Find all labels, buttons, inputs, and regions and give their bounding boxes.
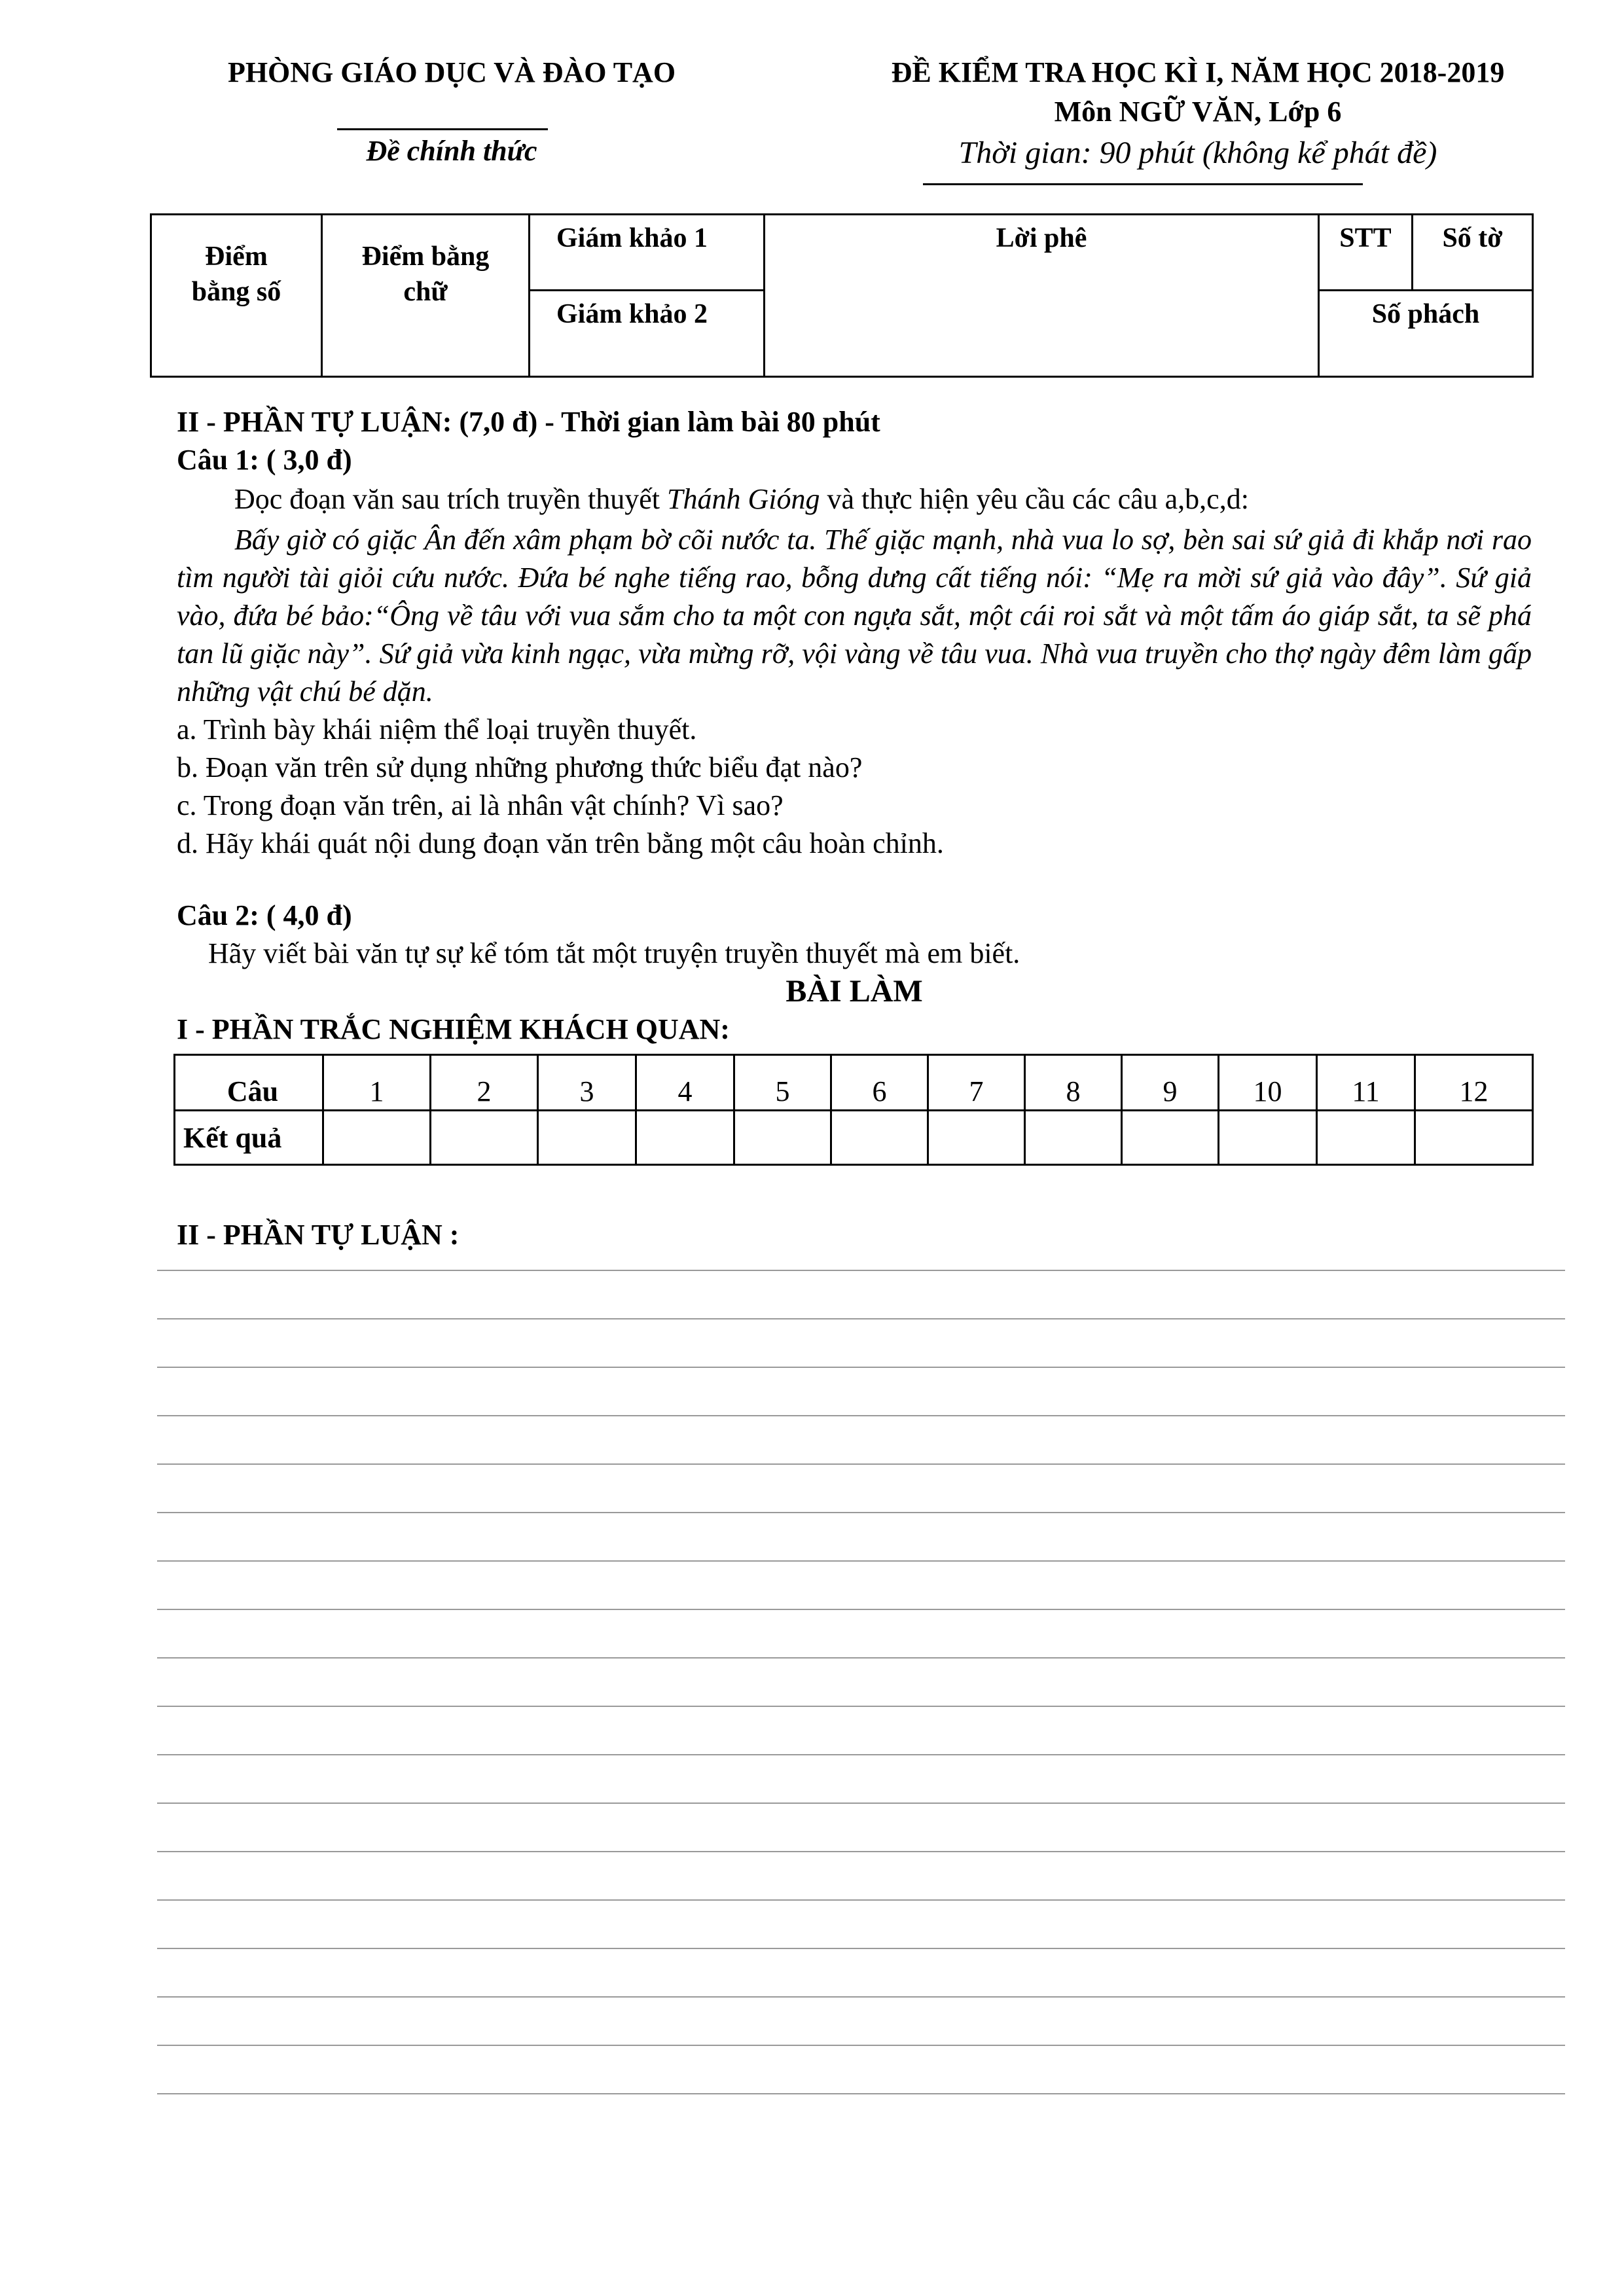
examiner-1-label: Giám khảo 1	[556, 223, 708, 253]
code-cell	[1319, 291, 1533, 377]
answer-cell[interactable]	[831, 1111, 928, 1165]
exam-time: Thời gian: 90 phút (không kể phát đề)	[958, 135, 1437, 170]
ruled-line	[157, 1270, 1565, 1271]
question-number: 7	[928, 1055, 1025, 1111]
score-number-label-2: bằng số	[191, 277, 281, 307]
question-a: a. Trình bày khái niệm thể loại truyền thuyết.	[177, 713, 697, 745]
examiner-1-cell	[530, 215, 765, 291]
examiner-2-cell	[530, 291, 765, 377]
stt-label: STT	[1339, 223, 1392, 253]
section2-heading: II - PHẦN TỰ LUẬN: (7,0 đ) - Thời gian làm bài 80 phút	[177, 406, 880, 438]
stt-cell	[1319, 215, 1413, 291]
score-table	[150, 213, 1534, 378]
sheet-count-cell	[1413, 215, 1533, 291]
ruled-line	[157, 1609, 1565, 1610]
question-number: 8	[1025, 1055, 1122, 1111]
answer-row-label-question: Câu	[175, 1055, 323, 1111]
question2-heading: Câu 2: ( 4,0 đ)	[177, 899, 352, 931]
question1-heading: Câu 1: ( 3,0 đ)	[177, 444, 352, 476]
ruled-line	[157, 1318, 1565, 1319]
score-words-label-1: Điểm bằng	[361, 242, 490, 272]
question-number: 10	[1219, 1055, 1317, 1111]
question-number: 1	[323, 1055, 431, 1111]
story-title: Thánh Gióng	[667, 483, 820, 515]
part2-heading: II - PHẦN TỰ LUẬN :	[177, 1219, 460, 1251]
answer-cell[interactable]	[323, 1111, 431, 1165]
ruled-line	[157, 2045, 1565, 2046]
exam-title: ĐỀ KIỂM TRA HỌC KÌ I, NĂM HỌC 2018-2019	[891, 56, 1505, 88]
ruled-line	[157, 1415, 1565, 1416]
exam-subject: Môn NGỮ VĂN, Lớp 6	[1054, 96, 1342, 128]
ruled-line	[157, 1899, 1565, 1901]
question1-intro	[177, 482, 1538, 517]
ruled-line	[157, 1657, 1565, 1659]
question-number: 5	[734, 1055, 831, 1111]
question2-text: Hãy viết bài văn tự sự kể tóm tắt một truyện truyền thuyết mà em biết.	[208, 937, 1020, 969]
answer-cell[interactable]	[1317, 1111, 1415, 1165]
answer-cell[interactable]	[1025, 1111, 1122, 1165]
answer-cell[interactable]	[1415, 1111, 1533, 1165]
ruled-line	[157, 1367, 1565, 1368]
comment-cell	[765, 215, 1319, 377]
answer-cell[interactable]	[734, 1111, 831, 1165]
question-d: d. Hãy khái quát nội dung đoạn văn trên bằng một câu hoàn chỉnh.	[177, 827, 944, 859]
intro-text-before: Đọc đoạn văn sau trích truyền thuyết	[234, 483, 668, 515]
divider	[923, 183, 1363, 185]
answer-cell[interactable]	[1219, 1111, 1317, 1165]
ruled-line	[157, 1996, 1565, 1998]
ruled-line	[157, 1463, 1565, 1465]
score-words-cell	[322, 215, 530, 377]
part1-heading: I - PHẦN TRẮC NGHIỆM KHÁCH QUAN:	[177, 1013, 730, 1045]
sheet-count-label: Số tờ	[1442, 223, 1503, 253]
department-title: PHÒNG GIÁO DỤC VÀ ĐÀO TẠO	[227, 56, 676, 88]
official-label: Đề chính thức	[366, 135, 537, 167]
question-number: 12	[1415, 1055, 1533, 1111]
ruled-line	[157, 1706, 1565, 1707]
question-c: c. Trong đoạn văn trên, ai là nhân vật chính? Vì sao?	[177, 789, 784, 821]
ruled-line	[157, 1851, 1565, 1852]
question-number: 11	[1317, 1055, 1415, 1111]
question-number: 2	[431, 1055, 538, 1111]
answer-table	[173, 1054, 1534, 1166]
question-number: 3	[538, 1055, 636, 1111]
question-b: b. Đoạn văn trên sử dụng những phương thức biểu đạt nào?	[177, 751, 863, 783]
answer-row-label-result: Kết quả	[175, 1111, 323, 1165]
answer-cell[interactable]	[431, 1111, 538, 1165]
ruled-line	[157, 1754, 1565, 1755]
answer-cell[interactable]	[636, 1111, 734, 1165]
reading-passage: Bấy giờ có giặc Ân đến xâm phạm bờ cõi nước ta. Thế giặc mạnh, nhà vua lo sợ, bèn sai sứ giả đi khắp nơi rao tìm người tài giỏi cứu nước. Đứa bé nghe tiếng rao, bỗng dưng cất tiếng nói: “Mẹ ra mời sứ giả vào đây”. Sứ giả vào, đứa bé bảo:“Ông về tâu với vua sắm cho ta một con ngựa sắt, một cái roi sắt và một tấm áo giáp sắt, ta sẽ phá tan lũ giặc này”. Sứ giả vừa kinh ngạc, vừa mừng rỡ, vội vàng về tâu vua. Nhà vua truyền cho thợ ngày đêm làm gấp những vật chú bé dặn.	[177, 524, 1532, 708]
answer-title: BÀI LÀM	[785, 974, 923, 1009]
divider	[337, 128, 548, 130]
question-number: 4	[636, 1055, 734, 1111]
question-number: 9	[1122, 1055, 1219, 1111]
score-number-label-1: Điểm	[205, 242, 268, 272]
intro-text-after: và thực hiện yêu cầu các câu a,b,c,d:	[820, 483, 1249, 515]
answer-cell[interactable]	[1122, 1111, 1219, 1165]
ruled-line	[157, 1560, 1565, 1562]
ruled-line	[157, 1512, 1565, 1513]
writing-area[interactable]	[157, 1230, 1565, 2147]
ruled-line	[157, 1948, 1565, 1949]
code-label: Số phách	[1371, 299, 1480, 329]
examiner-2-label: Giám khảo 2	[556, 299, 708, 329]
score-words-label-2: chữ	[403, 277, 448, 307]
answer-cell[interactable]	[538, 1111, 636, 1165]
ruled-line	[157, 1803, 1565, 1804]
score-number-cell	[151, 215, 322, 377]
comment-label: Lời phê	[996, 223, 1087, 253]
ruled-line	[157, 2093, 1565, 2094]
question-number: 6	[831, 1055, 928, 1111]
answer-cell[interactable]	[928, 1111, 1025, 1165]
